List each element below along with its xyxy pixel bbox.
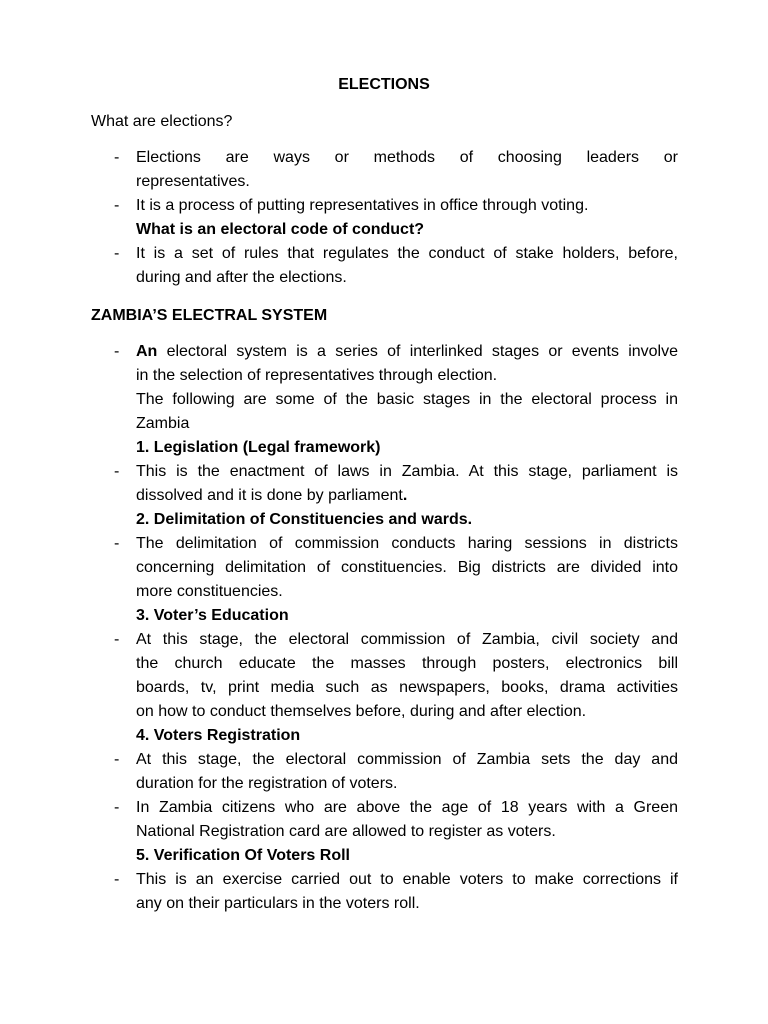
stage-2-line2: concerning delimitation of constituencies. Big districts are divided into: [136, 559, 678, 576]
stage-5-heading: 5. Verification Of Voters Roll: [136, 847, 350, 864]
question-code-of-conduct: What is an electoral code of conduct?: [136, 221, 425, 238]
stage-1-heading: 1. Legislation (Legal framework): [136, 439, 381, 456]
bullet-rules-line1: It is a set of rules that regulates the conduct of stake holders, before,: [136, 245, 678, 262]
bullet-dash: -: [114, 751, 120, 768]
bullet-elections-line1: Elections are ways or methods of choosing leaders or: [136, 149, 678, 166]
stage-2-heading: 2. Delimitation of Constituencies and wards.: [136, 511, 473, 528]
stage-4-heading: 4. Voters Registration: [136, 727, 301, 744]
bullet-dash: -: [114, 799, 120, 816]
stage-2-line3: more constituencies.: [136, 583, 283, 600]
bullet-dash: -: [114, 871, 120, 888]
question-what-are-elections: What are elections?: [91, 113, 233, 130]
stage-3-line4: on how to conduct themselves before, during and after election.: [136, 703, 587, 720]
intro-line1-rest: electoral system is a series of interlinked stages or events involve: [157, 343, 678, 360]
section-heading-electoral-system: ZAMBIA’S ELECTRAL SYSTEM: [91, 307, 328, 324]
stage-4a-line2: duration for the registration of voters.: [136, 775, 398, 792]
stage-1-line1: This is the enactment of laws in Zambia. At this stage, parliament is: [136, 463, 678, 480]
bullet-dash: -: [114, 197, 120, 214]
stage-4b-line1: In Zambia citizens who are above the age of 18 years with a Green: [136, 799, 678, 816]
bullet-dash: -: [114, 149, 120, 166]
intro-line4: Zambia: [136, 415, 190, 432]
stage-1-line2: [136, 484, 678, 508]
stage-5-line1: This is an exercise carried out to enable voters to make corrections if: [136, 871, 678, 888]
stage-5-line2: any on their particulars in the voters roll.: [136, 895, 420, 912]
intro-bold-word: An: [136, 343, 158, 360]
stage-1-line2-period: .: [402, 487, 408, 504]
intro-line3: The following are some of the basic stages in the electoral process in: [136, 391, 678, 408]
stage-4b-line2: National Registration card are allowed to register as voters.: [136, 823, 556, 840]
stage-3-line1: At this stage, the electoral commission of Zambia, civil society and: [136, 631, 678, 648]
intro-line2: in the selection of representatives through election.: [136, 367, 498, 384]
stage-4a-line1: At this stage, the electoral commission of Zambia sets the day and: [136, 751, 678, 768]
bullet-process: It is a process of putting representatives in office through voting.: [136, 197, 589, 214]
bullet-dash: -: [114, 343, 120, 360]
intro-line1: [136, 340, 678, 364]
stage-3-heading: 3. Voter’s Education: [136, 607, 289, 624]
bullet-elections-line2: representatives.: [136, 173, 250, 190]
stage-1-line2-text: dissolved and it is done by parliament: [136, 487, 403, 504]
stage-3-line2: the church educate the masses through posters, electronics bill: [136, 655, 678, 672]
bullet-dash: -: [114, 535, 120, 552]
page-title: ELECTIONS: [338, 76, 430, 93]
stage-3-line3: boards, tv, print media such as newspapers, books, drama activities: [136, 679, 678, 696]
bullet-dash: -: [114, 463, 120, 480]
bullet-dash: -: [114, 245, 120, 262]
stage-2-line1: The delimitation of commission conducts haring sessions in districts: [136, 535, 678, 552]
bullet-dash: -: [114, 631, 120, 648]
bullet-rules-line2: during and after the elections.: [136, 269, 347, 286]
